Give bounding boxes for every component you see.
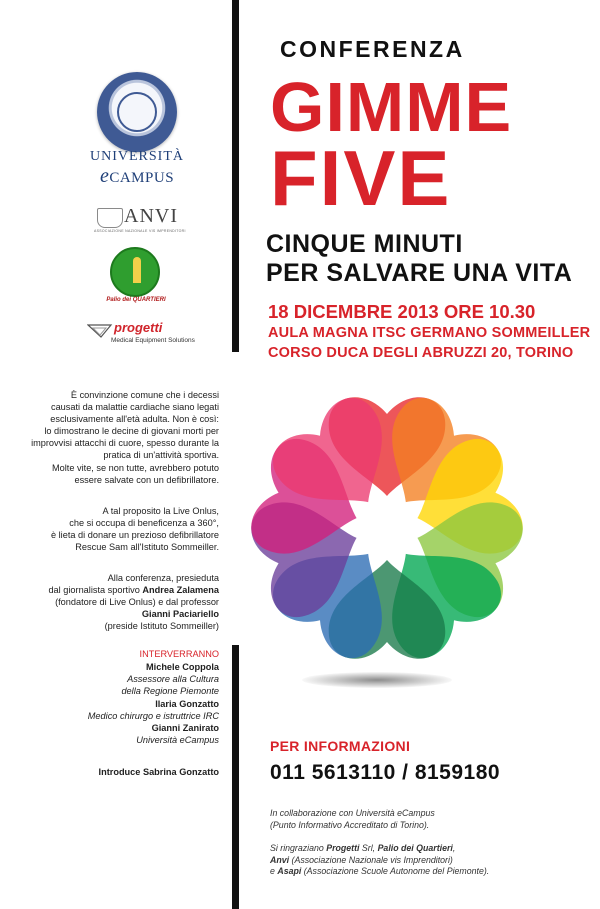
flower-center xyxy=(361,502,413,554)
collaboration-note: In collaborazione con Università eCampus (Punto Informativo Accreditato di Torino). Si ringraziano Progetti Srl, Palio dei Quartieri, Anvi (Associazione Nazionale vis Imprenditori) e Asapi (Associazione Scuole Autonome del Piemonte). xyxy=(270,808,490,876)
intro-paragraph-line: essere salvate con un defibrillatore. xyxy=(74,474,219,485)
event-date: 18 DICEMBRE 2013 ORE 10.30 xyxy=(268,301,536,322)
university-name-line1: UNIVERSITÀ xyxy=(90,149,184,164)
palio-logo-text: Palio dei QUARTIERI xyxy=(106,297,166,303)
intro-paragraph-line: causati da malattie cardiache siano legati xyxy=(50,402,219,413)
progetti-logo-subtitle: Medical Equipment Solutions xyxy=(111,337,195,344)
heart-flower-graphic xyxy=(222,368,552,698)
anvi-logo-text: ANVI xyxy=(124,205,178,227)
event-venue-line1: AULA MAGNA ITSC GERMANO SOMMEILLER xyxy=(268,325,591,341)
intro-paragraph-line: È convinzione comune che i decessi xyxy=(70,390,219,400)
intro-paragraph-line: esclusivamente all'età adulta. Non è così: xyxy=(50,414,219,425)
donation-paragraph-line: che si occupa di beneficenza a 360°, xyxy=(69,518,219,529)
donation-paragraph-line: Rescue Sam all'Istituto Sommeiller. xyxy=(75,542,219,553)
donation-paragraph xyxy=(14,505,219,553)
speaker-role: della Regione Piemonte xyxy=(121,686,219,697)
event-kicker: CONFERENZA xyxy=(280,36,465,62)
university-name-line2: eCAMPUS xyxy=(99,165,175,187)
palio-logo xyxy=(110,247,160,297)
speaker-role: Medico chirurgo e istruttrice IRC xyxy=(87,710,219,721)
anvi-crest-icon xyxy=(97,208,123,228)
speakers-heading: INTERVERRANNO xyxy=(139,649,219,659)
conference-paragraph: Alla conferenza, presieduta dal giornalista sportivo Andrea Zalamena (fondatore di Live Onlus) e dal professor Gianni Paciariello (preside Istituto Sommeiller) xyxy=(48,573,219,632)
event-venue-line2: CORSO DUCA DEGLI ABRUZZI 20, TORINO xyxy=(268,345,574,361)
event-title-line2: FIVE xyxy=(270,134,452,222)
speaker-name: Gianni Zanirato xyxy=(151,723,219,734)
divider-bar-top xyxy=(232,0,239,352)
anvi-logo-subtitle: ASSOCIAZIONE NAZIONALE VIS IMPRENDITORI xyxy=(94,229,186,233)
intro-paragraph-line: Molte vite, se non tutte, avrebbero potuto xyxy=(51,462,219,473)
intro-paragraph-line: lo dimostrano le decine di giovani morti per xyxy=(44,426,219,437)
speaker-role: Università eCampus xyxy=(136,735,219,746)
progetti-logo-text: progetti xyxy=(114,320,163,335)
event-subtitle-line2: PER SALVARE UNA VITA xyxy=(266,259,573,287)
university-seal-logo xyxy=(97,72,177,152)
speaker-name: Ilaria Gonzatto xyxy=(155,698,219,709)
speakers-intro: Introduce Sabrina Gonzatto xyxy=(98,767,219,777)
flower-shadow xyxy=(302,672,452,688)
progetti-wing-icon xyxy=(87,323,113,339)
event-title-line1: GIMME xyxy=(270,68,513,146)
donation-paragraph-line: è lieta di donare un prezioso defibrillatore xyxy=(50,530,219,541)
speaker-role: Assessore alla Cultura xyxy=(127,674,219,685)
intro-paragraph-line: pratica di un'attività sportiva. xyxy=(103,450,219,461)
event-subtitle-line1: CINQUE MINUTI xyxy=(266,230,463,258)
speaker-name: Michele Coppola xyxy=(146,662,219,672)
intro-paragraph xyxy=(14,389,219,486)
speakers-list xyxy=(14,661,219,746)
info-heading: PER INFORMAZIONI xyxy=(270,738,411,754)
donation-paragraph-line: A tal proposito la Live Onlus, xyxy=(102,506,219,516)
intro-paragraph-line: improvvisi attacchi di cuore, spesso durante la xyxy=(31,438,219,449)
info-phone: 011 5613110 / 8159180 xyxy=(270,761,501,784)
